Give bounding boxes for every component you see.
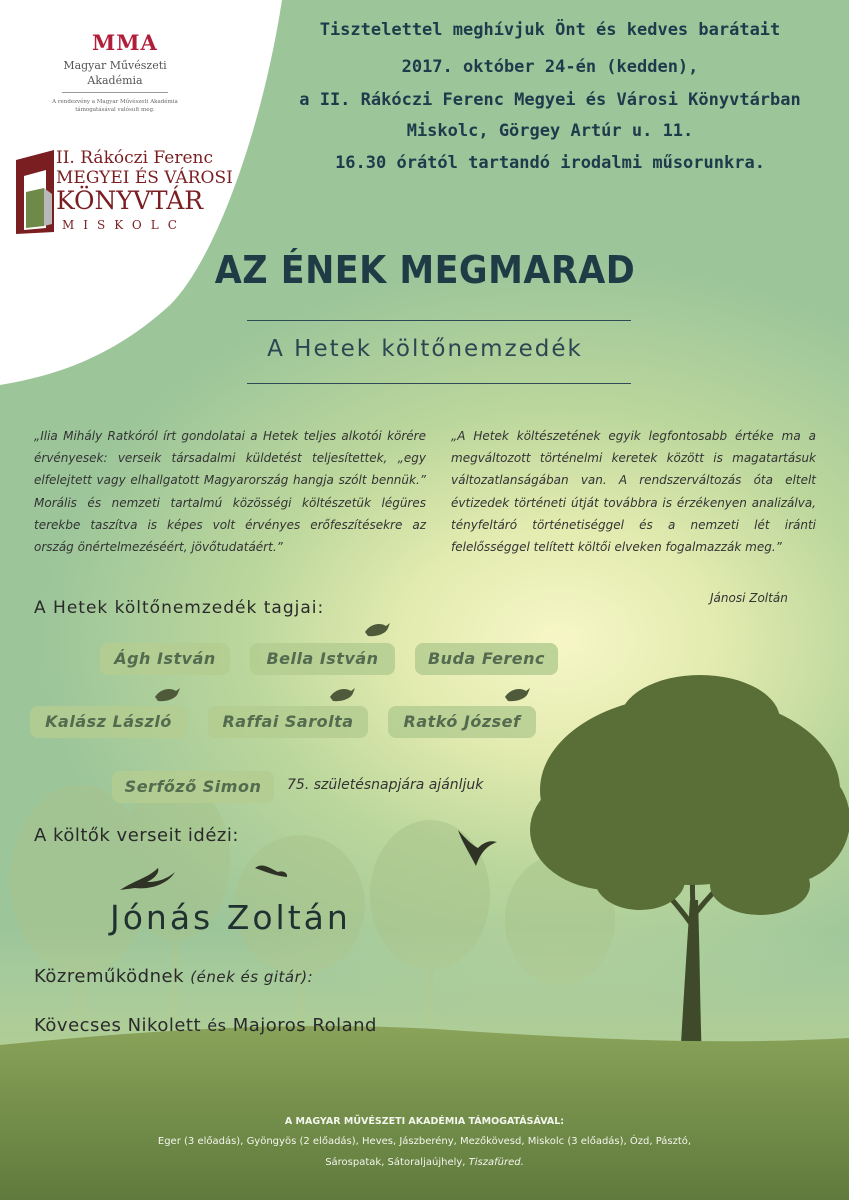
mma-support-note <box>40 98 190 114</box>
mma-logo-mark: MMA <box>92 30 158 55</box>
mma-support-line1: A rendezvény a Magyar Művészeti Akadémia <box>52 99 178 105</box>
title-rule-bottom <box>247 383 631 384</box>
title-rule-top <box>247 320 631 321</box>
library-name-line3: KÖNYVTÁR <box>56 186 204 215</box>
collaborator-name: Majoros Roland <box>232 1015 377 1036</box>
collaborators-heading <box>34 966 313 987</box>
dedication-text: 75. születésnapjára ajánljuk <box>287 777 484 793</box>
support-line-1: Eger (3 előadás), Gyöngyös (2 előadás), Heves, Jászberény, Mezőkövesd, Miskolc (3 előadás), Ózd, Pásztó, <box>157 1136 692 1147</box>
member-pill: Bella István <box>250 643 395 675</box>
library-emblem-icon <box>14 148 62 236</box>
library-name-line4: MISKOLC <box>62 218 186 232</box>
quote-right: „A Hetek költészetének egyik legfontosabb értéke ma a megváltozott történelmi keretek között is magatartásuk változatlanságában van. A rendszerváltozás óta eltelt évtizedek történeti útját továbbra is érzékenyen analizálva, tényfeltáró történetiséggel és a nemzeti lét iránti felelősséggel telített költői elveken fogalmazzák meg.” <box>451 429 816 555</box>
members-heading: A Hetek költőnemzedék tagjai: <box>34 598 325 618</box>
collaborators-label: Közreműködnek <box>34 966 185 987</box>
reciter-name: Jónás Zoltán <box>110 898 351 937</box>
quote-author: Jánosi Zoltán <box>710 591 788 605</box>
support-locations-italic: Tiszafüred. <box>468 1157 524 1168</box>
member-pill: Raffai Sarolta <box>208 706 368 738</box>
support-line-2 <box>0 1157 849 1168</box>
quote-left: „Ilia Mihály Ratkóról írt gondolatai a Hetek teljes alkotói körére érvényesek: verseik társadalmi küldetést teljesítettek, „egy elfelejtett vagy elhallgatott Magyarország hangja szólt bennük.” Morális és nemzeti tartalmú közösségi költészetük légüres terekbe taszítva is képes volt érvényes erőfeszítésekre az ország önértelmezéséért, jövőtudatáért.” <box>34 429 426 555</box>
page-subtitle: A Hetek költőnemzedék <box>267 336 583 362</box>
support-title: A MAGYAR MŰVÉSZETI AKADÉMIA TÁMOGATÁSÁVAL: <box>284 1116 565 1127</box>
member-pill: Serfőző Simon <box>112 771 274 803</box>
member-pill: Buda Ferenc <box>415 643 558 675</box>
mma-logo-name <box>40 58 190 88</box>
collaborator-conjunction: és <box>207 1016 227 1035</box>
library-name-line2: MEGYEI ÉS VÁROSI <box>56 168 233 188</box>
mma-name-line2: Akadémia <box>87 74 143 87</box>
mma-divider <box>62 92 168 93</box>
mma-name-line1: Magyar Művészeti <box>63 59 167 72</box>
collaborator-name: Kövecses Nikolett <box>34 1015 202 1036</box>
member-pill: Ágh István <box>100 643 230 675</box>
invitation-line-3: a II. Rákóczi Ferenc Megyei és Városi Könyvtárban <box>299 90 801 110</box>
page-title: AZ ÉNEK MEGMARAD <box>214 248 636 292</box>
collaborators-role: (ének és gitár): <box>190 968 314 986</box>
reciter-heading: A költők verseit idézi: <box>34 825 239 846</box>
member-pill: Kalász László <box>30 706 187 738</box>
invitation-line-5: 16.30 órától tartandó irodalmi műsorunkra. <box>335 153 765 173</box>
invitation-line-1: Tisztelettel meghívjuk Önt és kedves barátait <box>319 20 781 40</box>
invitation-line-2: 2017. október 24-én (kedden), <box>401 57 699 77</box>
library-name-line1: II. Rákóczi Ferenc <box>56 148 214 168</box>
collaborators-names <box>34 1015 377 1036</box>
member-pill: Ratkó József <box>388 706 536 738</box>
mma-support-line2: támogatásával valósult meg. <box>75 107 155 113</box>
support-locations: Sárospatak, Sátoraljaújhely, <box>325 1157 466 1168</box>
ground-hill <box>0 1026 849 1200</box>
invitation-line-4: Miskolc, Görgey Artúr u. 11. <box>406 121 694 141</box>
